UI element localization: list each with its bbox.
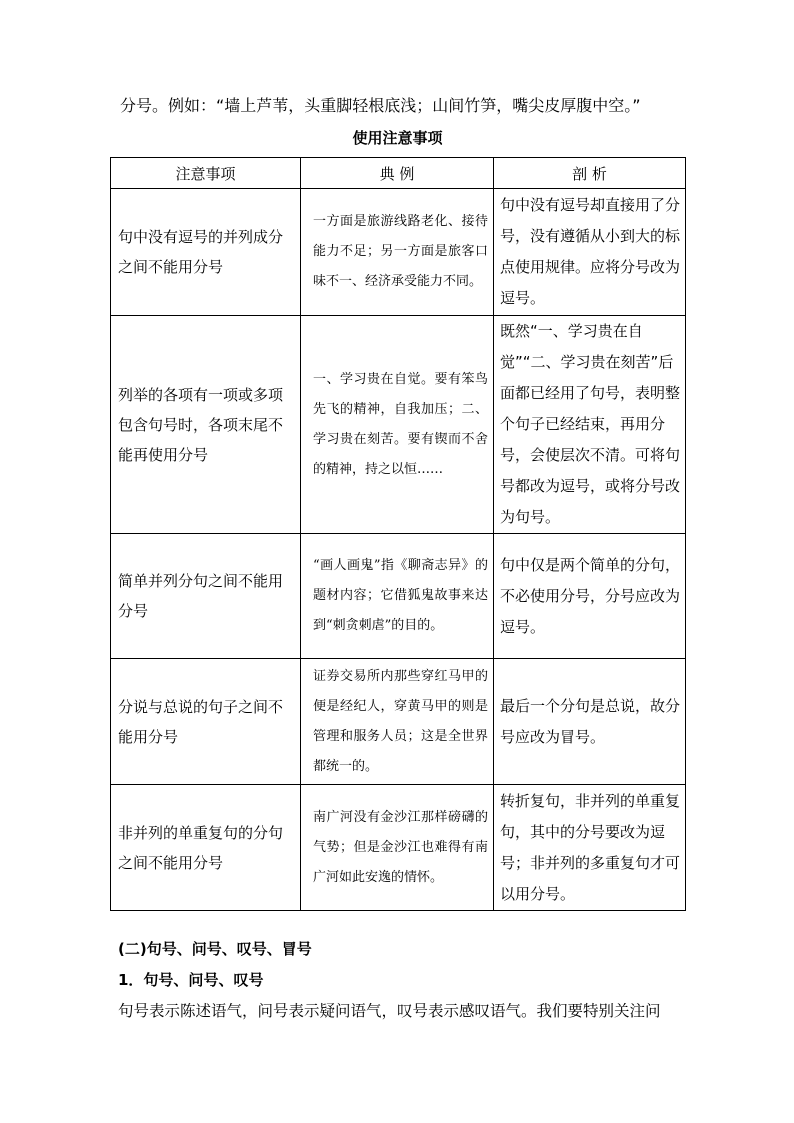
body-paragraph: 句号表示陈述语气，问号表示疑问语气，叹号表示感叹语气。我们要特别关注问 <box>118 1002 661 1020</box>
intro-paragraph: 分号。例如：“墙上芦苇，头重脚轻根底浅；山间竹笋，嘴尖皮厚腹中空。” <box>120 96 641 115</box>
note-cell: 列举的各项有一项或多项包含句号时，各项末尾不能再使用分号 <box>111 316 301 534</box>
analysis-cell: 转折复句，非并列的单重复句，其中的分号要改为逗号；非并列的多重复句才可以用分号。 <box>494 785 686 911</box>
example-cell: 证券交易所内那些穿红马甲的便是经纪人，穿黄马甲的则是管理和服务人员；这是全世界都统一的。 <box>301 659 494 785</box>
subsection-heading: 1．句号、问号、叹号 <box>118 971 264 989</box>
analysis-cell: 既然“一、学习贵在自觉”“二、学习贵在刻苦”后面都已经用了句号，表明整个句子已经结束，再用分号，会使层次不清。可将句号都改为逗号，或将分号改为句号。 <box>494 316 686 534</box>
example-cell: 南广河没有金沙江那样磅礴的气势；但是金沙江也难得有南广河如此安逸的情怀。 <box>301 785 494 911</box>
table-title: 使用注意事项 <box>352 129 443 147</box>
header-note: 注意事项 <box>111 158 301 189</box>
table-row <box>111 316 686 534</box>
table-header-row <box>111 158 686 189</box>
section-heading: (二)句号、问号、叹号、冒号 <box>118 940 312 958</box>
header-analysis: 剖 析 <box>494 158 686 189</box>
table-row <box>111 785 686 911</box>
note-cell: 句中没有逗号的并列成分之间不能用分号 <box>111 189 301 316</box>
example-cell: “画人画鬼”指《聊斋志异》的题材内容；它借狐鬼故事来达到“刺贪刺虐”的目的。 <box>301 534 494 659</box>
table-row <box>111 659 686 785</box>
analysis-cell: 最后一个分句是总说，故分号应改为冒号。 <box>494 659 686 785</box>
table-row <box>111 534 686 659</box>
note-cell: 非并列的单重复句的分句之间不能用分号 <box>111 785 301 911</box>
note-cell: 简单并列分句之间不能用分号 <box>111 534 301 659</box>
analysis-cell: 句中没有逗号却直接用了分号，没有遵循从小到大的标点使用规律。应将分号改为逗号。 <box>494 189 686 316</box>
example-cell: 一、学习贵在自觉。要有笨鸟先飞的精神，自我加压；二、学习贵在刻苦。要有锲而不舍的精神，持之以恒…… <box>301 316 494 534</box>
example-cell: 一方面是旅游线路老化、接待能力不足；另一方面是旅客口味不一、经济承受能力不同。 <box>301 189 494 316</box>
analysis-cell: 句中仅是两个简单的分句，不必使用分号，分号应改为逗号。 <box>494 534 686 659</box>
usage-notes-table <box>110 157 686 911</box>
header-example: 典 例 <box>301 158 494 189</box>
note-cell: 分说与总说的句子之间不能用分号 <box>111 659 301 785</box>
table-row <box>111 189 686 316</box>
